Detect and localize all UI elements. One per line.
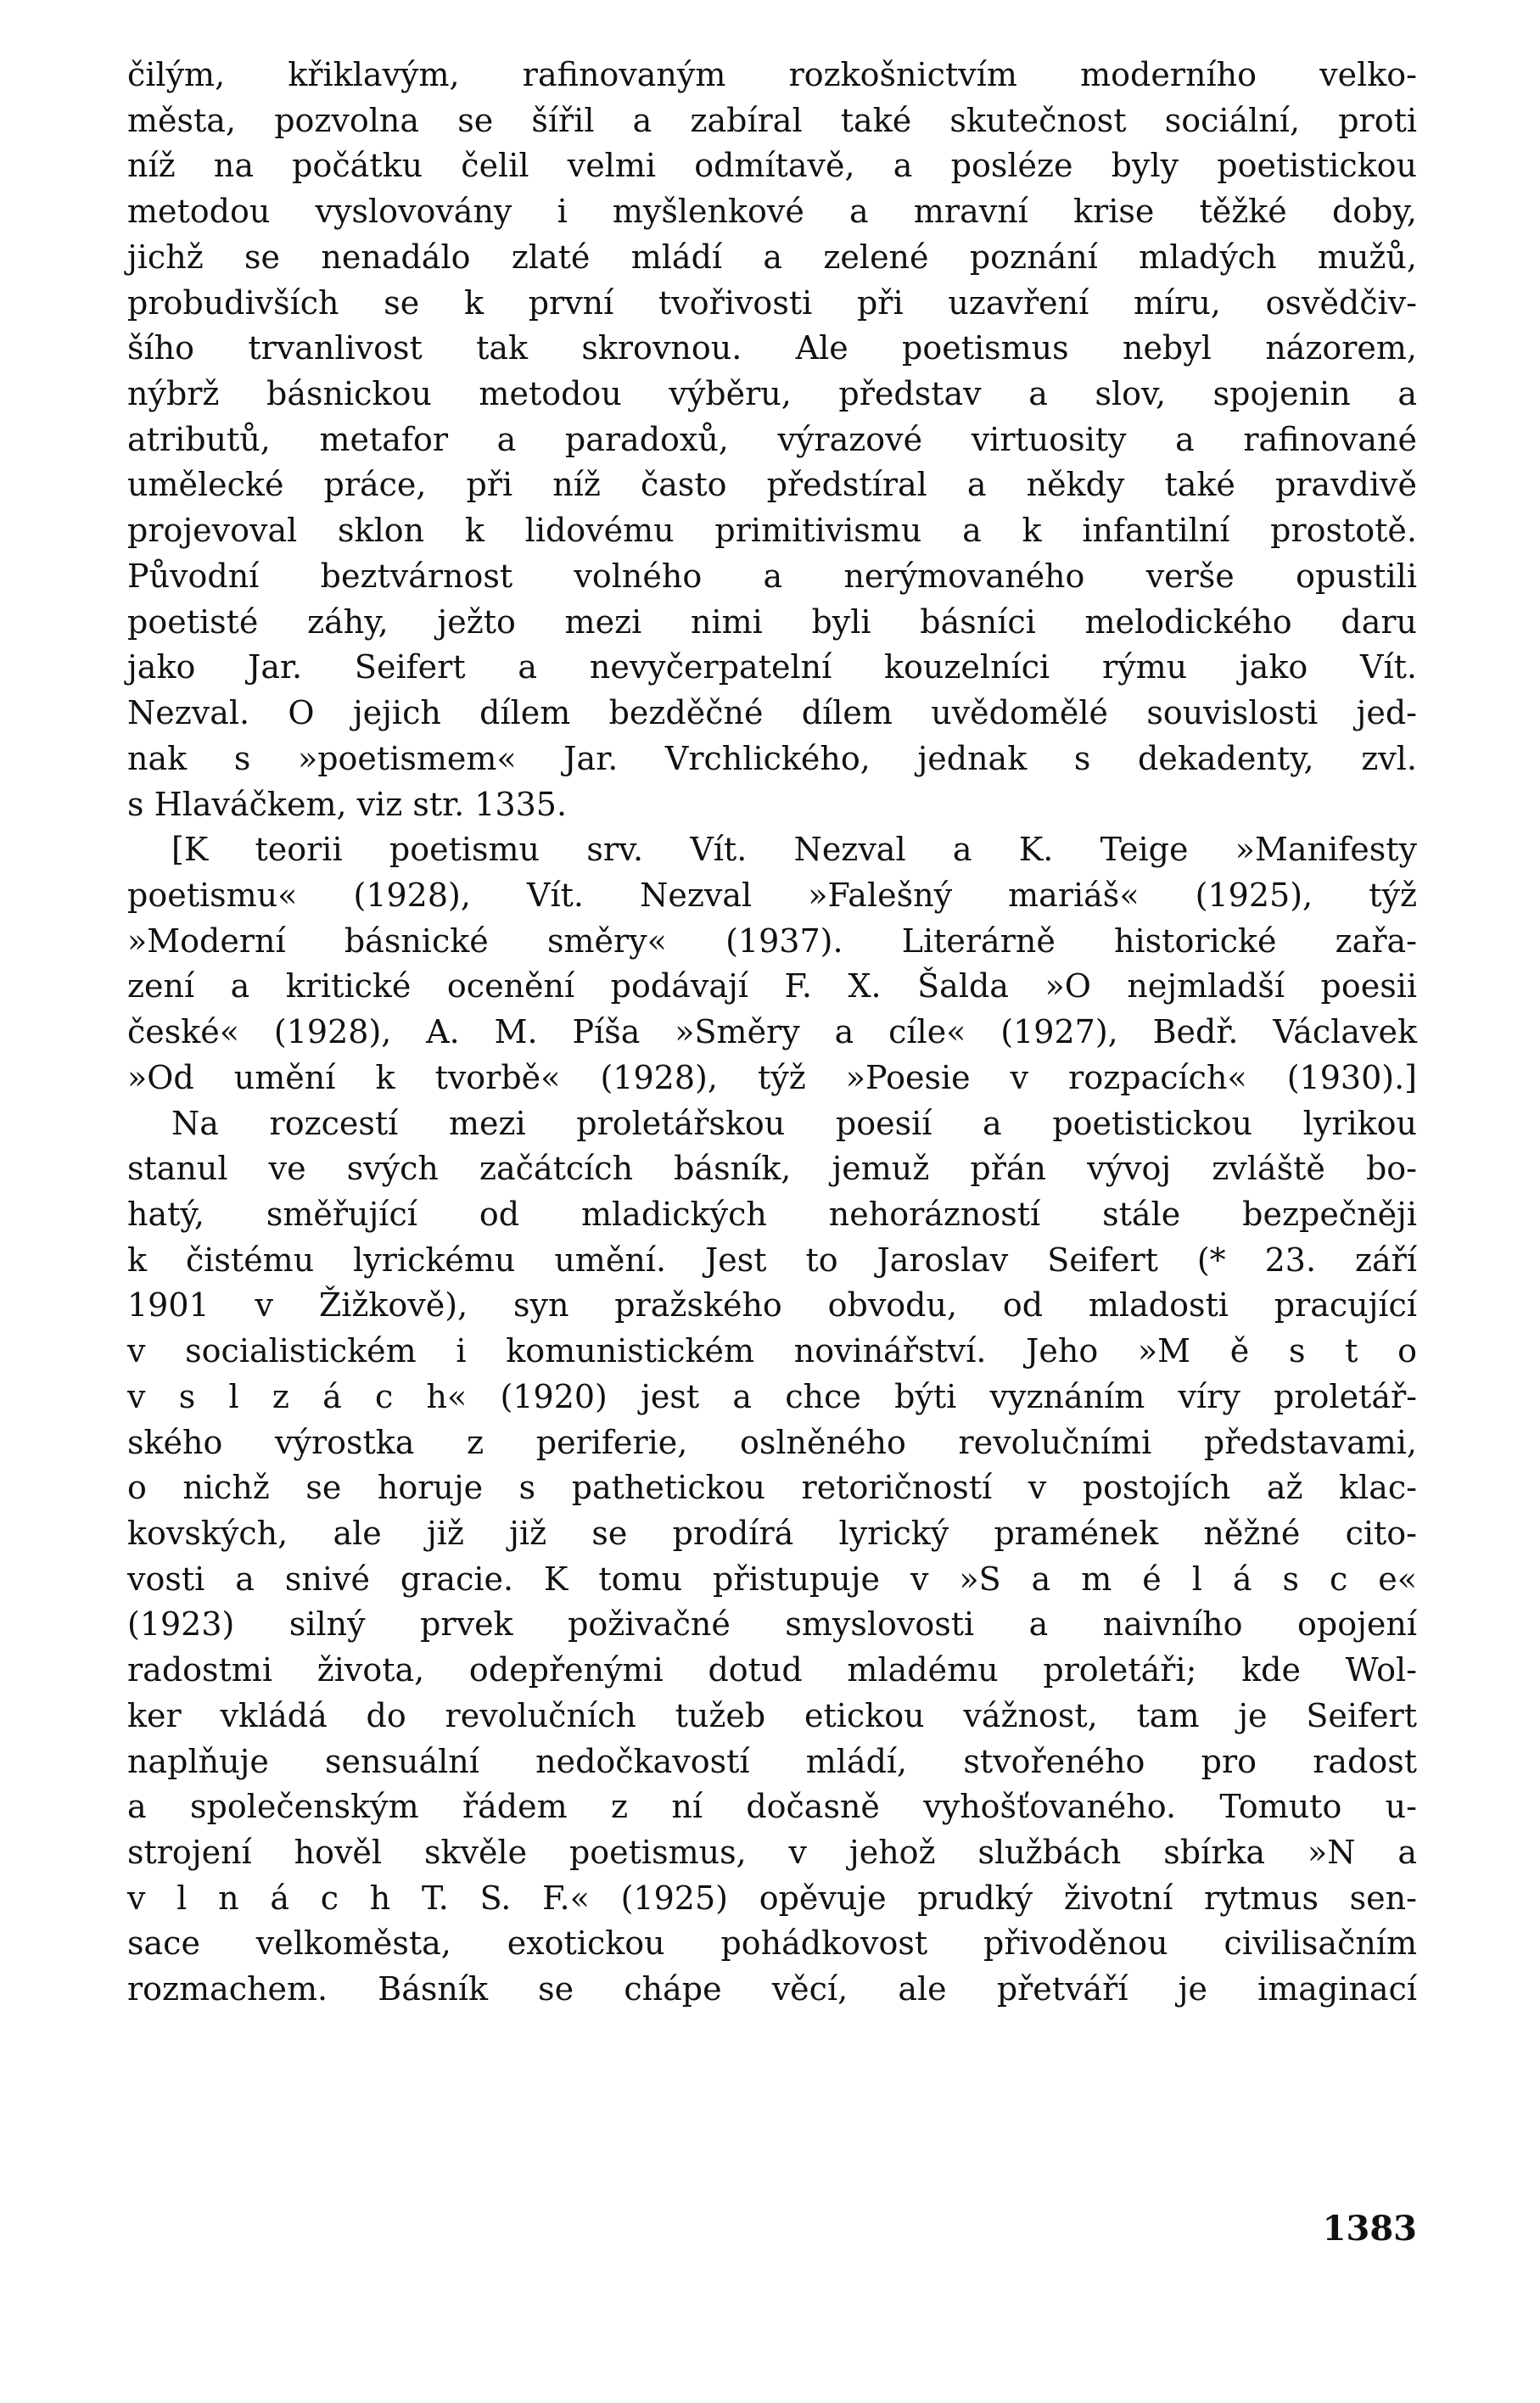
text-line: k čistému lyrickému umění. Jest to Jaroslav Seifert (* 23. září [127, 1241, 1417, 1279]
text-line: Nezval. O jejich dílem bezděčné dílem uvědomělé souvislosti jed- [127, 694, 1417, 732]
text-line: šího trvanlivost tak skrovnou. Ale poetismus nebyl názorem, [127, 329, 1417, 367]
text-line: »Od umění k tvorbě« (1928), týž »Poesie v rozpacích« (1930).] [127, 1058, 1417, 1096]
text-line: Původní beztvárnost volného a nerýmovaného verše opustili [127, 557, 1417, 595]
text-line: s Hlaváčkem, viz str. 1335. [127, 785, 568, 823]
text-line: naplňuje sensuální nedočkavostí mládí, stvořeného pro radost [127, 1742, 1417, 1780]
text-line: umělecké práce, při níž často předstíral a někdy také pravdivě [127, 466, 1417, 504]
text-line: probudivších se k první tvořivosti při uzavření míru, osvědčiv- [127, 283, 1417, 322]
text-line: zení a kritické ocenění podávají F. X. Šalda »O nejmladší poesii [127, 967, 1417, 1005]
text-line: města, pozvolna se šířil a zabíral také skutečnost sociální, proti [127, 101, 1417, 139]
text-line: hatý, směřující od mladických nehorázností stále bezpečněji [127, 1195, 1417, 1233]
text-line: v socialistickém i komunistickém novinářství. Jeho »M ě s t o [127, 1332, 1417, 1370]
text-line: vosti a snivé gracie. K tomu přistupuje v »S a m é l á s c e« [127, 1560, 1417, 1598]
text-line: poetisté záhy, ježto mezi nimi byli básníci melodického daru [127, 602, 1417, 641]
text-line: ker vkládá do revolučních tužeb etickou vážnost, tam je Seifert [127, 1696, 1417, 1734]
text-line: sace velkoměsta, exotickou pohádkovost přivoděnou civilisačním [127, 1924, 1417, 1963]
text-line: [K teorii poetismu srv. Vít. Nezval a K. Teige »Manifesty [171, 831, 1417, 869]
text-line: níž na počátku čelil velmi odmítavě, a posléze byly poetistickou [127, 147, 1417, 185]
text-line: jichž se nenadálo zlaté mládí a zelené poznání mladých mužů, [127, 238, 1417, 276]
text-line: metodou vyslovovány i myšlenkové a mravní krise těžké doby, [127, 193, 1417, 231]
text-line: projevoval sklon k lidovému primitivismu a k infantilní prostotě. [127, 512, 1417, 550]
text-line: atributů, metafor a paradoxů, výrazové virtuosity a rafinované [127, 420, 1417, 458]
text-line: strojení hověl skvěle poetismus, v jehož službách sbírka »N a [127, 1834, 1417, 1872]
text-line: v s l z á c h« (1920) jest a chce býti vyznáním víry proletář- [127, 1377, 1417, 1415]
body-text [127, 53, 1417, 2013]
text-line: v l n á c h T. S. F.« (1925) opěvuje prudký životní rytmus sen- [127, 1879, 1417, 1917]
text-line: poetismu« (1928), Vít. Nezval »Falešný mariáš« (1925), týž [127, 876, 1417, 914]
text-line: čilým, křiklavým, rafinovaným rozkošnictvím moderního velko- [127, 56, 1417, 93]
text-line: radostmi života, odepřenými dotud mladému proletáři; kde Wol- [127, 1651, 1417, 1689]
text-line: nak s »poetismem« Jar. Vrchlického, jednak s dekadenty, zvl. [127, 739, 1417, 777]
text-line: (1923) silný prvek poživačné smyslovosti a naivního opojení [127, 1605, 1417, 1644]
text-line: Na rozcestí mezi proletářskou poesií a poetistickou lyrikou [171, 1104, 1417, 1142]
text-line: české« (1928), A. M. Píša »Směry a cíle« (1927), Bedř. Václavek [127, 1013, 1417, 1051]
text-line: a společenským řádem z ní dočasně vyhošťovaného. Tomuto u- [127, 1788, 1417, 1826]
text-line: ského výrostka z periferie, oslněného revolučními představami, [127, 1423, 1417, 1461]
text-line: 1901 v Žižkově), syn pražského obvodu, od mladosti pracující [127, 1286, 1417, 1325]
text-line: nýbrž básnickou metodou výběru, představ a slov, spojenin a [127, 375, 1417, 413]
text-line: stanul ve svých začátcích básník, jemuž přán vývoj zvláště bo- [127, 1150, 1417, 1188]
text-line: rozmachem. Básník se chápe věcí, ale přetváří je imaginací [127, 1970, 1417, 2008]
text-line: »Moderní básnické směry« (1937). Literárně historické zařa- [127, 921, 1417, 960]
text-line: o nichž se horuje s pathetickou retoričností v postojích až klac- [127, 1469, 1417, 1507]
text-line: jako Jar. Seifert a nevyčerpatelní kouzelníci rýmu jako Vít. [127, 648, 1417, 686]
page-number: 1383 [1322, 2209, 1417, 2249]
text-line: kovských, ale již již se prodírá lyrický pramének něžné cito- [127, 1515, 1417, 1552]
